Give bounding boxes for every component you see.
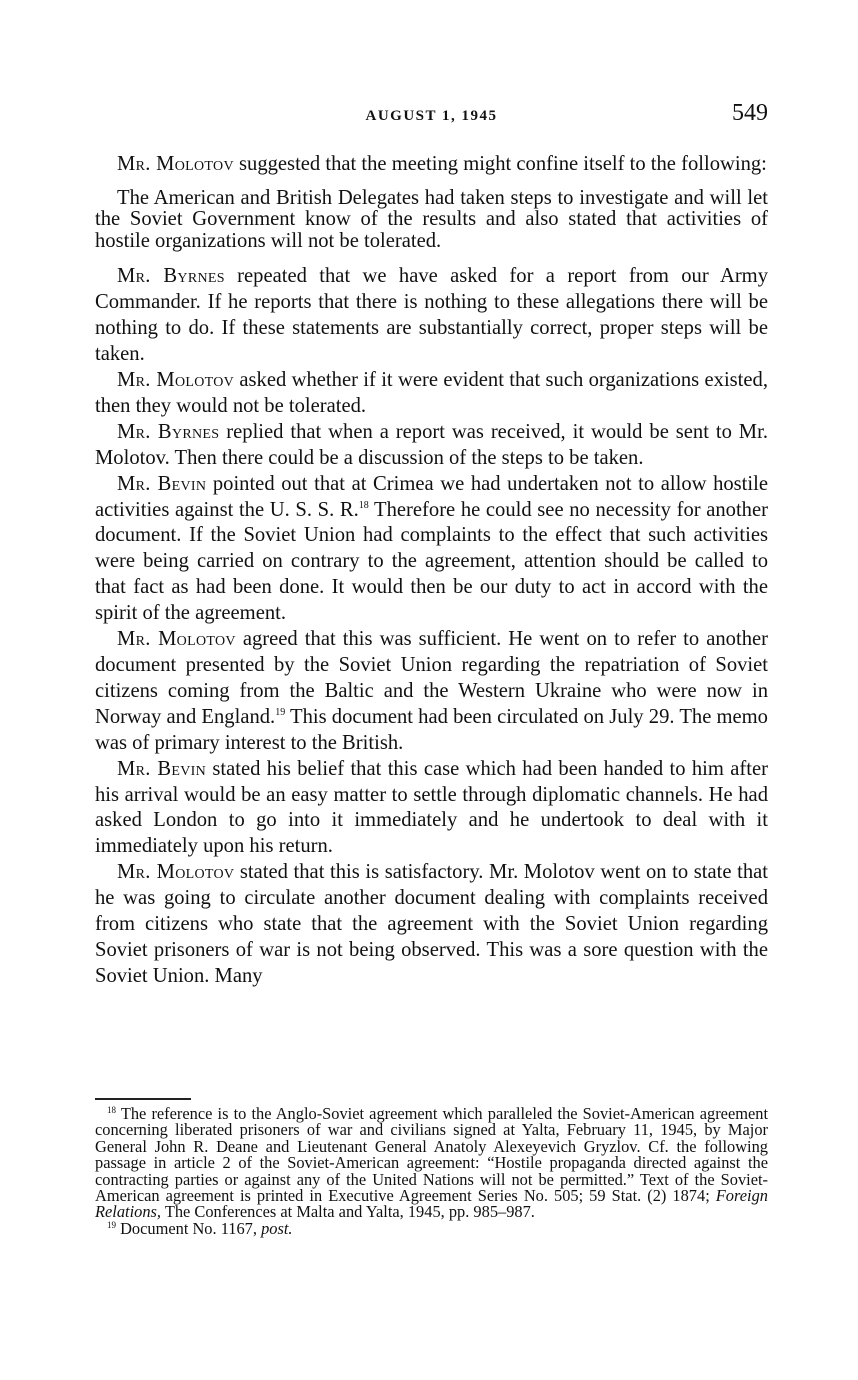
- speaker-name: Mr. Molotov: [117, 153, 234, 175]
- paragraph-3: [95, 368, 768, 420]
- footnote-text: The reference is to the Anglo-Soviet agreement which paralleled the Soviet-American agreement concerning liberated prisoners of war and civilians signed at Yalta, February 11, 1945, by Major General John R. Deane and Lieutenant General Anatoly Alexeyevich Gryzlov. Cf. the following passage in article 2 of the Soviet-American agreement: “Hostile propaganda directed against the contracting parties or against any of the United Nations will not be permitted.” Text of the Soviet-American agreement is printed in Executive Agreement Series No. 505; 59 Stat. (2) 1874;: [95, 1104, 768, 1206]
- running-head: [95, 96, 768, 136]
- speaker-name: Mr. Byrnes: [117, 420, 220, 443]
- footnote-marker: 19: [107, 1219, 116, 1230]
- paragraph-text: pointed out that at Crimea we had undertaken not to allow hostile activities against the U. S. S. R.: [95, 472, 768, 521]
- speaker-name: Mr. Byrnes: [117, 265, 225, 288]
- paragraph-text: stated that this is satisfactory. Mr. Molotov went on to state that he was going to circulate another document dealing with complaints received from citizens who state that the agreement with the Soviet Union regarding Soviet prisoners of war is not being observed. This was a sore question with the Soviet Union. Many: [95, 861, 768, 987]
- body-text: [95, 152, 768, 990]
- speaker-name: Mr. Molotov: [117, 628, 236, 651]
- speaker-name: Mr. Molotov: [117, 369, 235, 392]
- paragraph-text: This document had been circulated on July 29. The memo was of primary interest to the British.: [95, 705, 768, 754]
- speaker-name: Mr. Bevin: [117, 757, 207, 780]
- footnote-ref-19[interactable]: 19: [275, 706, 286, 718]
- paragraph-text: Therefore he could see no necessity for another document. If the Soviet Union had complaints to the effect that such activities were being carried on contrary to the agreement, attention should be called to that fact as had been done. It would then be our duty to act in accord with the spirit of the agreement.: [95, 498, 768, 625]
- paragraph-8: [95, 860, 768, 990]
- footnote-italic-title: Foreign Relations,: [95, 1186, 768, 1222]
- speaker-name: Mr. Bevin: [117, 472, 207, 495]
- paragraph-text: asked whether if it were evident that such organizations existed, then they would not be tolerated.: [95, 369, 768, 417]
- footnote-19: [95, 1218, 768, 1238]
- paragraph-text: suggested that the meeting might confine itself to the following:: [233, 153, 767, 175]
- paragraph-text: stated his belief that this case which had been handed to him after his arrival would be an easy matter to settle through diplomatic channels. He had asked London to go into it immediately and he undertook to deal with it immediately upon his return.: [95, 757, 768, 858]
- paragraph-text: repeated that we have asked for a report from our Army Commander. If he reports that there is nothing to these allegations there will be nothing to do. If these statements are substantially correct, proper steps will be taken.: [95, 265, 768, 366]
- footnote-marker: 18: [107, 1105, 116, 1115]
- paragraph-7: [95, 757, 768, 861]
- quoted-statement: The American and British Delegates had taken steps to investigate and will let the Soviet Government know of the results and also stated that activities of hostile organizations will not be tolerated.: [95, 186, 768, 252]
- paragraph-text: agreed that this was sufficient. He went on to refer to another document presented by the Soviet Union regarding the repatriation of Soviet citizens coming from the Baltic and the Western Ukraine who were now in Norway and England.: [95, 628, 768, 728]
- paragraph-2: [95, 264, 768, 368]
- paragraph-4: [95, 420, 768, 472]
- footnote-ref-18[interactable]: 18: [358, 499, 369, 511]
- paragraph-text: replied that when a report was received, it would be sent to Mr. Molotov. Then there could be a discussion of the steps to be taken.: [95, 420, 768, 469]
- footnote-italic-ref: post.: [261, 1218, 293, 1238]
- page-number: 549: [732, 100, 768, 126]
- running-title: AUGUST 1, 1945: [365, 108, 498, 124]
- footnotes: [95, 1106, 768, 1237]
- footnote-divider: [95, 1098, 191, 1100]
- footnote-text: The Conferences at Malta and Yalta, 1945, pp. 985–987.: [161, 1202, 535, 1222]
- footnote-text: Document No. 1167,: [116, 1218, 262, 1238]
- speaker-name: Mr. Molotov: [117, 861, 235, 884]
- paragraph-1: [95, 152, 768, 178]
- paragraph-5: [95, 472, 768, 627]
- paragraph-6: [95, 627, 768, 757]
- footnote-18: [95, 1106, 768, 1221]
